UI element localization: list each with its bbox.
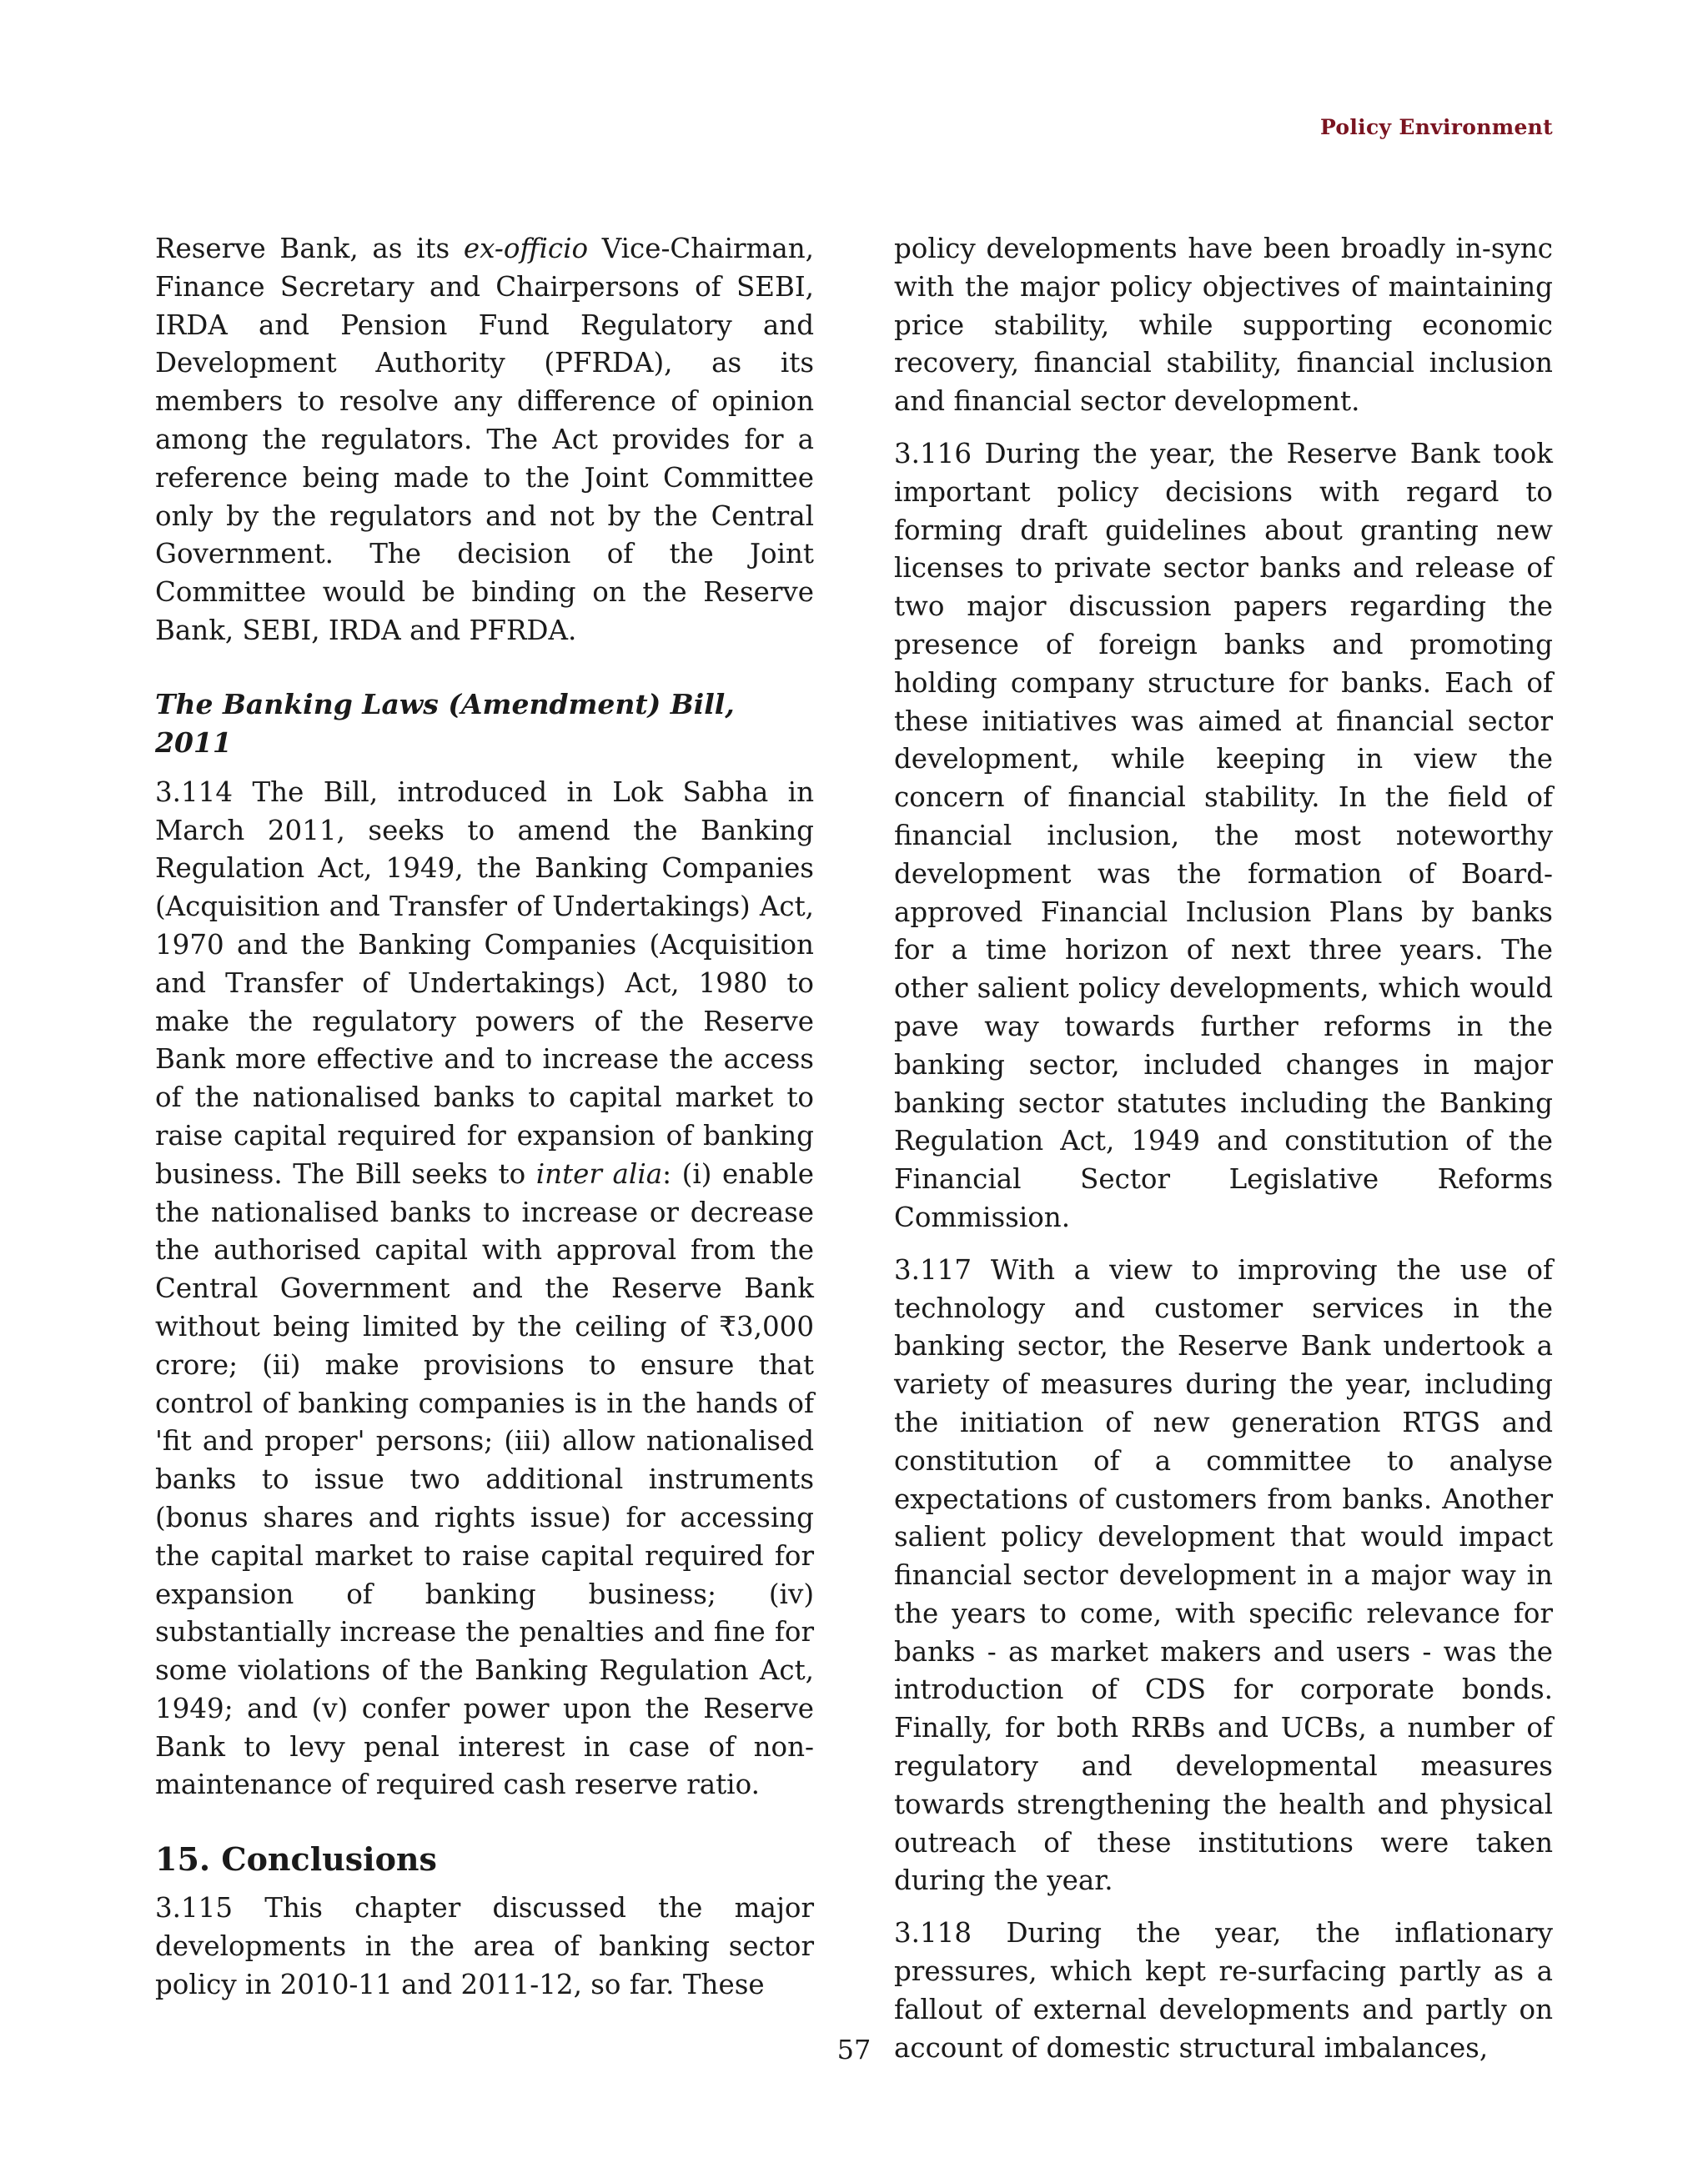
text-run: This chapter discussed the major developments in the area of banking sector policy in 2010-11 and 2011-12, so far. These xyxy=(155,1892,814,2000)
section-heading-conclusions: 15. Conclusions xyxy=(155,1840,437,1879)
paragraph-number: 3.118 xyxy=(894,1917,972,1950)
paragraph-3-115-continued: policy developments have been broadly in-sync with the major policy objectives of maintaining price stability, while supporting economic recovery, financial stability, financial inclusion and financial sector development. xyxy=(894,233,1553,418)
running-header: Policy Environment xyxy=(1319,115,1553,139)
italic-run: ex-officio xyxy=(463,233,589,264)
text-run: During the year, the inflationary pressures, which kept re-surfacing partly as a fallout of external developments and partly on account of domestic structural imbalances, xyxy=(894,1917,1553,2064)
italic-run: inter alia xyxy=(535,1157,663,1190)
paragraph-number: 3.115 xyxy=(155,1892,234,1925)
subheading-banking-laws-bill: The Banking Laws (Amendment) Bill, 2011 xyxy=(155,687,735,759)
paragraph-joint-committee xyxy=(155,230,814,650)
text-run: Reserve Bank, as its xyxy=(155,233,464,264)
paragraph-3-114 xyxy=(155,774,814,1805)
page-number: 57 xyxy=(836,2034,872,2065)
text-run: : (i) enable the nationalised banks to increase or decrease the authorised capital with approval from the Central Government and the Reserve Bank without being limited by the ceiling of ₹3,000 crore; (ii) make provisions to ensure that control of banking companies is in the hands of 'fit and proper' persons; (iii) allow nationalised banks to issue two additional instruments (bonus shares and rights issue) for accessing the capital market to raise capital required for expansion of banking business; (iv) substantially increase the penalties and fine for some violations of the Banking Regulation Act, 1949; and (v) confer power upon the Reserve Bank to levy penal interest in case of non-maintenance of required cash reserve ratio. xyxy=(155,1157,814,1801)
paragraph-number: 3.114 xyxy=(155,775,234,808)
text-run: Vice-Chairman, Finance Secretary and Chairpersons of SEBI, IRDA and Pension Fund Regulatory and Development Authority (PFRDA), as its members to resolve any difference of opinion among the regulators. The Act provides for a reference being made to the Joint Committee only by the regulators and not by the Central Government. The decision of the Joint Committee would be binding on the Reserve Bank, SEBI, IRDA and PFRDA. xyxy=(155,233,814,646)
text-run: With a view to improving the use of technology and customer services in the banking sector, the Reserve Bank undertook a variety of measures during the year, including the initiation of new generation RTGS and constitution of a committee to analyse expectations of customers from banks. Another salient policy development that would impact financial sector development in a major way in the years to come, with specific relevance for banks - as market makers and users - was the introduction of CDS for corporate bonds. Finally, for both RRBs and UCBs, a number of regulatory and developmental measures towards strengthening the health and physical outreach of these institutions were taken during the year. xyxy=(894,1253,1553,1897)
paragraph-3-117 xyxy=(894,1252,1553,1901)
left-column xyxy=(155,230,814,2019)
text-run: The Bill, introduced in Lok Sabha in March 2011, seeks to amend the Banking Regulation Act, 1949, the Banking Companies (Acquisition and Transfer of Undertakings) Act, 1970 and the Banking Companies (Acquisition and Transfer of Undertakings) Act, 1980 to make the regulatory powers of the Reserve Bank more effective and to increase the access of the nationalised banks to capital market to raise capital required for expansion of banking business. The Bill seeks to xyxy=(155,775,814,1190)
text-run: During the year, the Reserve Bank took important policy decisions with regard to forming draft guidelines about granting new licenses to private sector banks and release of two major discussion papers regarding the presence of foreign banks and promoting holding company structure for banks. Each of these initiatives was aimed at financial sector development, while keeping in view the concern of financial stability. In the field of financial inclusion, the most noteworthy development was the formation of Board-approved Financial Inclusion Plans by banks for a time horizon of next three years. The other salient policy developments, which would pave way towards further reforms in the banking sector, included changes in major banking sector statutes including the Banking Regulation Act, 1949 and constitution of the Financial Sector Legislative Reforms Commission. xyxy=(894,437,1553,1233)
paragraph-3-115 xyxy=(155,1889,814,2004)
paragraph-number: 3.116 xyxy=(894,437,972,469)
right-column xyxy=(894,230,1553,2081)
paragraph-3-116 xyxy=(894,435,1553,1237)
paragraph-number: 3.117 xyxy=(894,1253,972,1286)
